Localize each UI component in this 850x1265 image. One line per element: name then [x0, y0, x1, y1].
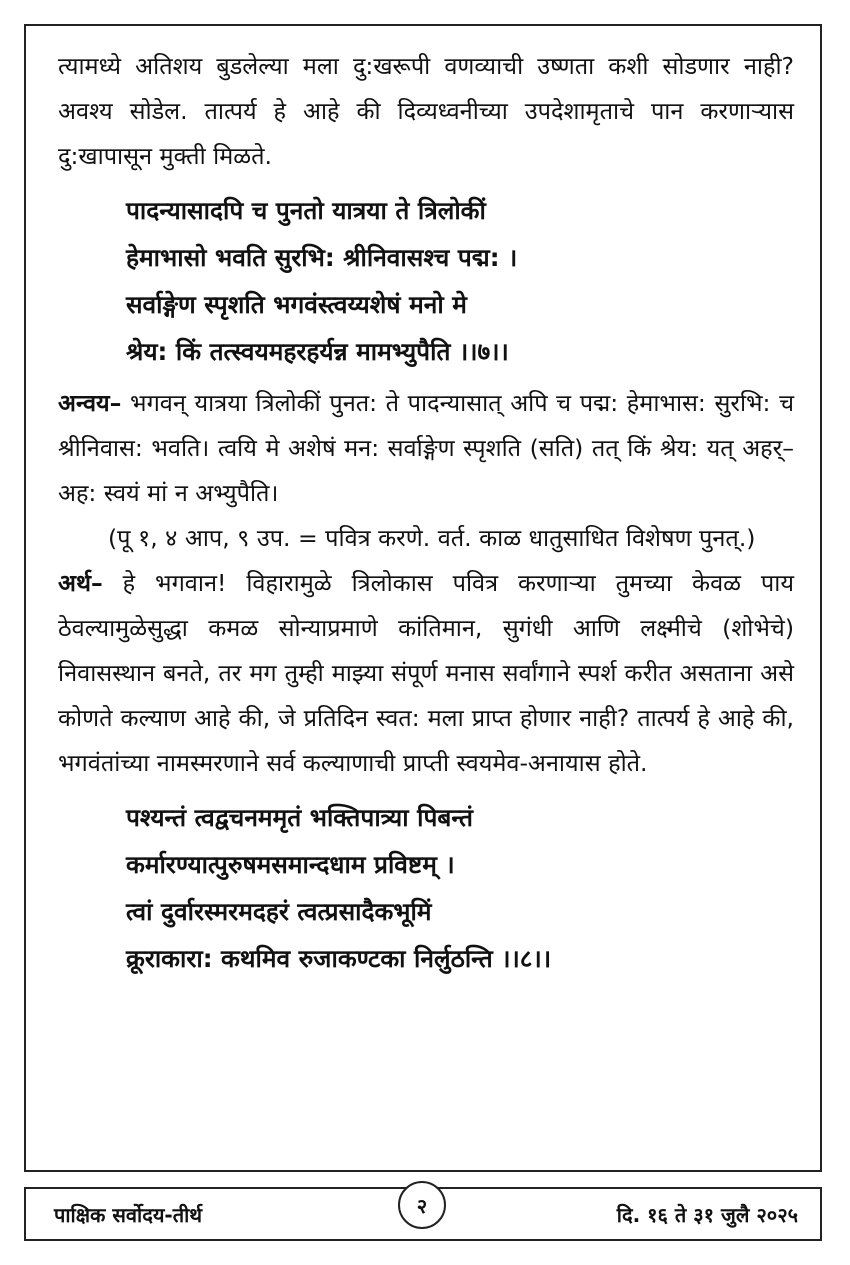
page-content — [58, 44, 794, 982]
verse-line: पश्यन्तं त्वद्वचनममृतं भक्तिपात्र्या पिबन्तं — [126, 803, 473, 832]
verse-8 — [58, 794, 794, 982]
verse-line: श्रेय: किं तत्स्वयमहरहर्यन्न मामभ्युपैति ।।७।। — [126, 337, 509, 366]
anvaya-text: भगवन् यात्रया त्रिलोकीं पुनत: ते पादन्यासात् अपि च पद्म: हेमाभास: सुरभि: च श्रीनिवास: भवति। त्वयि मे अशेषं मन: सर्वाङ्गेण स्पृशति (सति) तत् किं श्रेय: यत् अहर्–अह: स्वयं मां न अभ्युपैति। — [58, 389, 794, 507]
anvaya-label: अन्वय– — [58, 389, 122, 417]
artha-label: अर्थ– — [58, 569, 103, 597]
grammar-note: (पू १, ४ आप, ९ उप. = पवित्र करणे. वर्त. काळ धातुसाधित विशेषण पुनत्.) — [108, 524, 756, 552]
verse-line: हेमाभासो भवति सुरभि: श्रीनिवासश्च पद्म: । — [126, 243, 518, 272]
anvaya-paragraph — [58, 381, 794, 516]
page-footer — [24, 1187, 822, 1241]
artha-paragraph — [58, 561, 794, 786]
verse-line: क्रूराकारा: कथमिव रुजाकण्टका निर्लुठन्ति ।।८।। — [126, 944, 552, 973]
artha-text: हे भगवान! विहारामुळे त्रिलोकास पवित्र करणाऱ्या तुमच्या केवळ पाय ठेवल्यामुळेसुद्धा कमळ सोन्याप्रमाणे कांतिमान, सुगंधी आणि लक्ष्मीचे (शोभेचे) निवासस्थान बनते, तर मग तुम्ही माझ्या संपूर्ण मनास सर्वांगाने स्पर्श करीत असताना असे कोणते कल्याण आहे की, जे प्रतिदिन स्वत: मला प्राप्त होणार नाही? तात्पर्य हे आहे की, भगवंतांच्या नामस्मरणाने सर्व कल्याणाची प्राप्ती स्वयमेव-अनायास होते. — [58, 569, 794, 777]
verse-7 — [58, 187, 794, 375]
verse-line: त्वां दुर्वारस्मरमदहरं त्वत्प्रसादैकभूमिं — [126, 897, 432, 926]
publication-title: पाक्षिक सर्वोदय-तीर्थ — [54, 1203, 203, 1227]
issue-date: दि. १६ ते ३१ जुलै २०२५ — [616, 1203, 798, 1227]
paragraph-intro: त्यामध्ये अतिशय बुडलेल्या मला दु:खरूपी वणव्याची उष्णता कशी सोडणार नाही? अवश्य सोडेल. तात्पर्य हे आहे की दिव्यध्वनीच्या उपदेशामृताचे पान करणाऱ्यास दु:खापासून मुक्ती मिळते. — [58, 52, 794, 170]
verse-line: कर्मारण्यात्पुरुषमसमान्दधाम प्रविष्टम् । — [126, 850, 455, 879]
page-number: २ — [398, 1181, 446, 1229]
verse-line: सर्वाङ्गेण स्पृशति भगवंस्त्वय्यशेषं मनो मे — [126, 290, 467, 319]
verse-line: पादन्यासादपि च पुनतो यात्रया ते त्रिलोकीं — [126, 196, 486, 225]
page-frame — [24, 24, 822, 1172]
